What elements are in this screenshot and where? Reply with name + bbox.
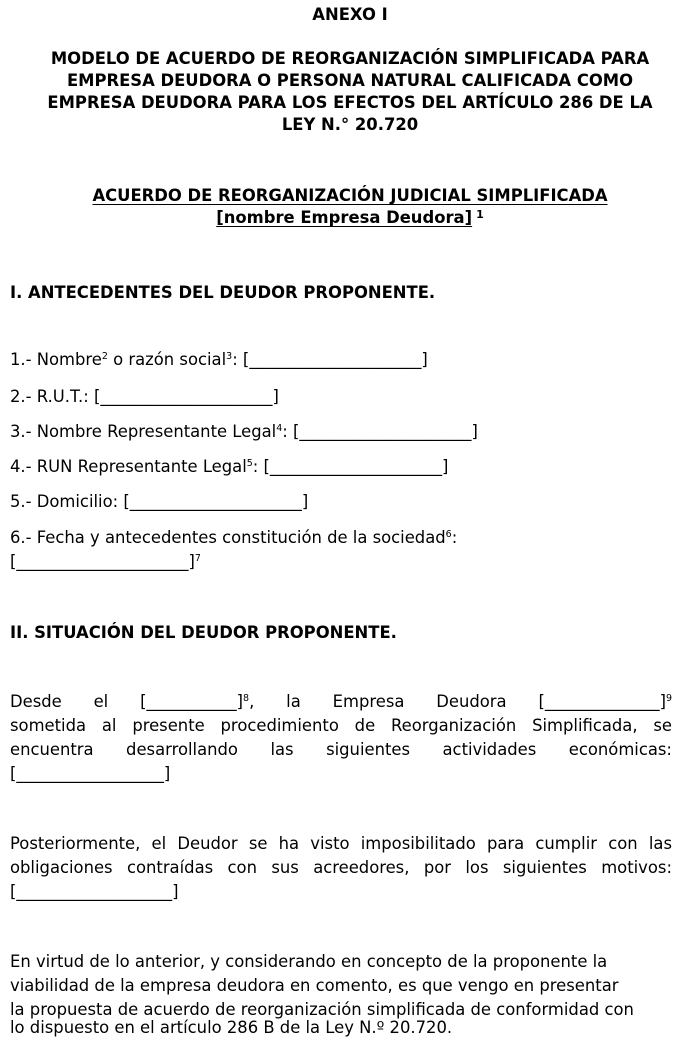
blank-field: [______________]$^9$ (538, 692, 673, 711)
field-label: 4.- RUN Representante Legal (10, 457, 247, 476)
footnote-marker: 7 (194, 553, 201, 564)
field-label: : (451, 528, 458, 547)
word: Desde (10, 692, 62, 711)
field-label: 3.- Nombre Representante Legal (10, 422, 277, 441)
field-item-domicile: 5.- Domicilio: [_____________________] (10, 492, 309, 511)
word: la (286, 692, 301, 711)
company-placeholder: [nombre Empresa Deudora] (216, 208, 473, 227)
field-label: 6.- Fecha y antecedentes constitución de la sociedad (10, 528, 446, 547)
field-item-run (10, 457, 448, 477)
word: Deudora (436, 692, 507, 711)
blank-field: [__________________] (10, 764, 171, 783)
section-heading: I. ANTECEDENTES DEL DEUDOR PROPONENTE. (10, 283, 436, 302)
paragraph-line: viabilidad de la empresa deudora en comento, es que vengo en presentar (10, 976, 619, 995)
field-item-name (10, 350, 428, 370)
footnote-marker: 2 (101, 351, 108, 362)
paragraph-line: obligaciones contraídas con sus acreedores, por los siguientes motivos: (10, 858, 672, 877)
paragraph-line: lo dispuesto en el artículo 286 B de la Ley N.º 20.720. (10, 1018, 453, 1037)
annex-title: ANEXO I (312, 5, 388, 24)
footnote-marker: 9 (665, 693, 673, 704)
paragraph-line: En virtud de lo anterior, y considerando en concepto de la proponente la (10, 952, 608, 971)
paragraph-line: encuentra desarrollando las siguientes actividades económicas: (10, 740, 672, 759)
agreement-title: ACUERDO DE REORGANIZACIÓN JUDICIAL SIMPLIFICADA (92, 186, 608, 205)
word: Empresa (332, 692, 405, 711)
field-item-rut: 2.- R.U.T.: [_____________________] (10, 387, 279, 406)
footnote-marker: 3 (226, 351, 233, 362)
footnote-marker: 1 (476, 208, 484, 221)
agreement-heading (0, 185, 700, 229)
field-item-constitution (10, 528, 457, 548)
blank-field: [_____________________] (10, 552, 195, 571)
paragraph-line: la propuesta de acuerdo de reorganización simplificada de conformidad con (10, 1000, 634, 1019)
blank-field: [___________________] (10, 882, 179, 901)
word: el (93, 692, 109, 711)
model-title (0, 48, 700, 136)
model-title-line: EMPRESA DEUDORA PARA LOS EFECTOS DEL ARTÍCULO 286 DE LA (47, 93, 653, 112)
field-item-constitution-blank (10, 552, 201, 572)
paragraph-line (10, 690, 672, 714)
field-label: o razón social (107, 350, 227, 369)
paragraph-line: Posteriormente, el Deudor se ha visto imposibilitado para cumplir con las (10, 834, 673, 853)
model-title-line: LEY N.° 20.720 (281, 115, 419, 134)
blank-field: [___________]$^8$, (140, 692, 255, 711)
blank-field: : [_____________________] (282, 422, 478, 441)
footnote-marker: 8 (243, 693, 250, 704)
model-title-line: EMPRESA DEUDORA O PERSONA NATURAL CALIFICADA COMO (66, 71, 634, 90)
footnote-marker: 5 (246, 458, 253, 469)
paragraph-line: sometida al presente procedimiento de Reorganización Simplificada, se (10, 716, 672, 735)
model-title-line: MODELO DE ACUERDO DE REORGANIZACIÓN SIMPLIFICADA PARA (50, 49, 650, 68)
blank-field: : [_____________________] (232, 350, 428, 369)
footnote-marker: 6 (445, 529, 452, 540)
blank-field: : [_____________________] (252, 457, 449, 476)
footnote-marker: 4 (276, 423, 283, 434)
field-item-legal-rep (10, 422, 478, 442)
section-heading: II. SITUACIÓN DEL DEUDOR PROPONENTE. (10, 623, 397, 642)
field-label: 1.- Nombre (10, 350, 102, 369)
